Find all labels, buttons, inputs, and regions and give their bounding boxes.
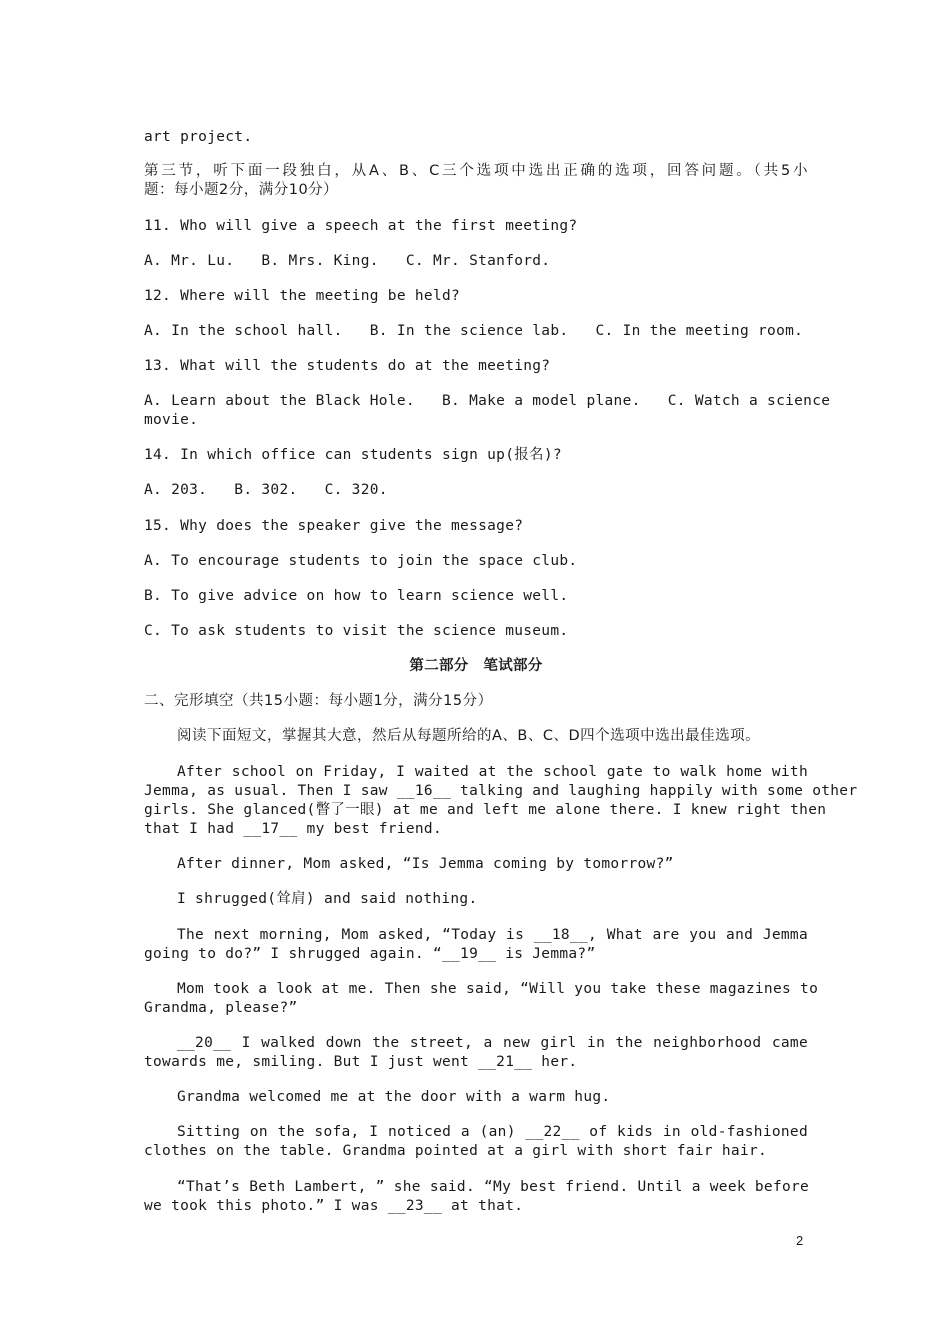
section-heading: 第三节，听下面一段独白，从A、B、C三个选项中选出正确的选项，回答问题。（共5小 — [144, 163, 808, 179]
text-line: art project. — [144, 129, 253, 145]
passage-line: Grandma welcomed me at the door with a warm hug. — [177, 1089, 611, 1105]
passage-line: that I had __17__ my best friend. — [144, 821, 442, 837]
question-12: 12. Where will the meeting be held? — [144, 288, 461, 304]
passage-line: I shrugged(耸肩) and said nothing. — [177, 891, 478, 907]
question-15: 15. Why does the speaker give the message? — [144, 518, 524, 534]
passage-line: “That’s Beth Lambert, ” she said. “My best friend. Until a week before — [177, 1179, 810, 1195]
option-15a: A. To encourage students to join the space club. — [144, 553, 578, 569]
passage-line: Jemma, as usual. Then I saw __16__ talking and laughing happily with some other — [144, 783, 858, 799]
cloze-instructions: 阅读下面短文，掌握其大意，然后从每题所给的A、B、C、D四个选项中选出最佳选项。 — [177, 728, 761, 744]
options-14: A. 203. B. 302. C. 320. — [144, 482, 388, 498]
options-11: A. Mr. Lu. B. Mrs. King. C. Mr. Stanford. — [144, 253, 551, 269]
options-13-cont: movie. — [144, 412, 199, 428]
question-11: 11. Who will give a speech at the first meeting? — [144, 218, 578, 234]
question-14: 14. In which office can students sign up(报名)? — [144, 447, 562, 463]
option-15c: C. To ask students to visit the science museum. — [144, 623, 569, 639]
passage-line: going to do?” I shrugged again. “__19__ is Jemma?” — [144, 946, 596, 962]
passage-line: The next morning, Mom asked, “Today is __18__, What are you and Jemma — [177, 927, 808, 943]
passage-line: towards me, smiling. But I just went __21__ her. — [144, 1054, 578, 1070]
passage-line: After school on Friday, I waited at the school gate to walk home with — [177, 764, 808, 780]
passage-line: we took this photo.” I was __23__ at that. — [144, 1198, 524, 1214]
section-heading-cont: 题：每小题2分，满分10分） — [144, 182, 339, 198]
passage-line: Mom took a look at me. Then she said, “Will you take these magazines to — [177, 981, 819, 997]
passage-line: Grandma, please?” — [144, 1000, 298, 1016]
option-15b: B. To give advice on how to learn science well. — [144, 588, 569, 604]
passage-line: Sitting on the sofa, I noticed a (an) __22__ of kids in old-fashioned — [177, 1124, 808, 1140]
page-number: 2 — [796, 1233, 804, 1248]
options-12: A. In the school hall. B. In the science lab. C. In the meeting room. — [144, 323, 804, 339]
part-title: 第二部分 笔试部分 — [409, 658, 543, 674]
options-13: A. Learn about the Black Hole. B. Make a model plane. C. Watch a science — [144, 393, 831, 409]
passage-line: __20__ I walked down the street, a new girl in the neighborhood came — [177, 1035, 808, 1051]
passage-line: After dinner, Mom asked, “Is Jemma coming by tomorrow?” — [177, 856, 674, 872]
question-13: 13. What will the students do at the meeting? — [144, 358, 551, 374]
passage-line: girls. She glanced(瞥了一眼) at me and left me alone there. I knew right then — [144, 802, 827, 818]
cloze-heading: 二、完形填空（共15小题：每小题1分，满分15分） — [144, 693, 493, 709]
passage-line: clothes on the table. Grandma pointed at a girl with short fair hair. — [144, 1143, 768, 1159]
